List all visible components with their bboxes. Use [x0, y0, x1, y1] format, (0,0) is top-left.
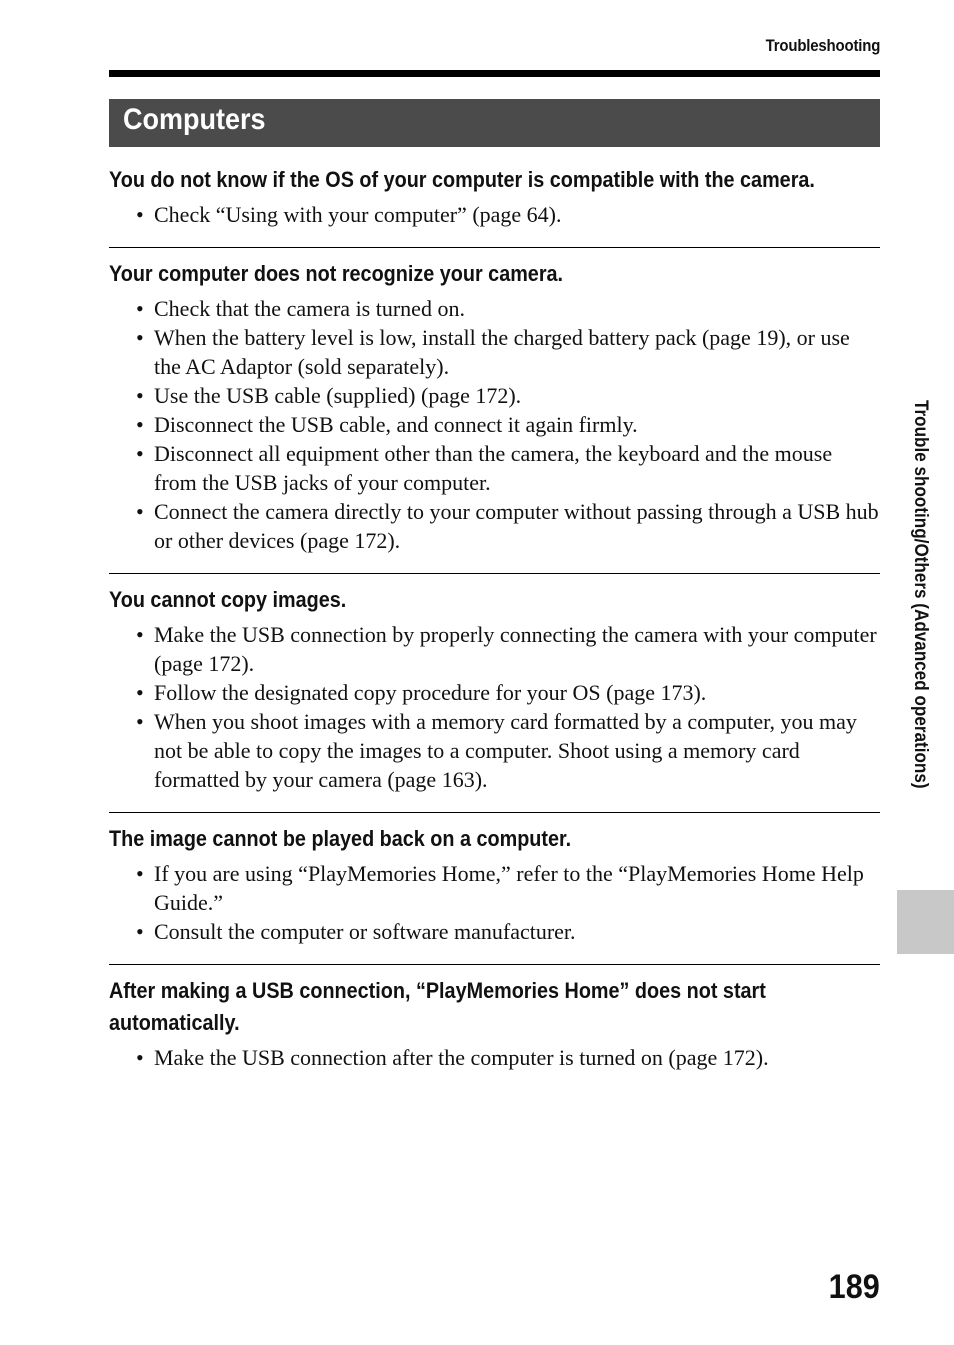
solution-item: • Use the USB cable (supplied) (page 172). — [109, 381, 880, 410]
issue-heading: After making a USB connection, “PlayMemories Home” does not start automatically. — [109, 978, 766, 1035]
solution-item: • Make the USB connection after the computer is turned on (page 172). — [109, 1043, 880, 1072]
section-banner — [109, 99, 880, 147]
solution-item: • Disconnect the USB cable, and connect it again firmly. — [109, 410, 880, 439]
solution-item: • Connect the camera directly to your computer without passing through a USB hub or other devices (page 172). — [109, 497, 880, 555]
solution-list — [109, 200, 880, 229]
issue-block-os-compatibility — [109, 160, 880, 229]
solution-list — [109, 859, 880, 946]
solution-list — [109, 620, 880, 794]
top-rule — [109, 70, 880, 77]
solution-item: • When the battery level is low, install the charged battery pack (page 19), or use the AC Adaptor (sold separately). — [109, 323, 880, 381]
side-tab-marker — [897, 890, 954, 954]
issue-heading: Your computer does not recognize your camera. — [109, 261, 564, 286]
side-tab — [909, 400, 933, 870]
solution-item: • When you shoot images with a memory card formatted by a computer, you may not be able to copy the images to a computer. Shoot using a memory card formatted by your camera (page 163). — [109, 707, 880, 794]
solution-item: • Consult the computer or software manufacturer. — [109, 917, 880, 946]
solution-item: • Check “Using with your computer” (page 64). — [109, 200, 880, 229]
issue-block-playback — [109, 812, 880, 946]
issue-heading: You do not know if the OS of your computer is compatible with the camera. — [109, 167, 815, 192]
issue-block-not-recognized — [109, 247, 880, 555]
page-number: 189 — [828, 1268, 880, 1306]
solution-item: • If you are using “PlayMemories Home,” refer to the “PlayMemories Home Help Guide.” — [109, 859, 880, 917]
solution-list — [109, 1043, 880, 1072]
solution-list — [109, 294, 880, 555]
troubleshooting-content — [109, 160, 880, 1090]
running-head: Troubleshooting — [765, 36, 880, 55]
issue-heading: You cannot copy images. — [109, 587, 347, 612]
issue-heading: The image cannot be played back on a computer. — [109, 826, 572, 851]
side-tab-label: Trouble shooting/Others (Advanced operations) — [910, 400, 931, 789]
solution-item: • Make the USB connection by properly connecting the camera with your computer (page 172). — [109, 620, 880, 678]
section-title: Computers — [123, 103, 266, 136]
issue-block-autostart — [109, 964, 880, 1072]
solution-item: • Disconnect all equipment other than the camera, the keyboard and the mouse from the USB jacks of your computer. — [109, 439, 880, 497]
solution-item: • Check that the camera is turned on. — [109, 294, 880, 323]
solution-item: • Follow the designated copy procedure for your OS (page 173). — [109, 678, 880, 707]
issue-block-cannot-copy — [109, 573, 880, 794]
